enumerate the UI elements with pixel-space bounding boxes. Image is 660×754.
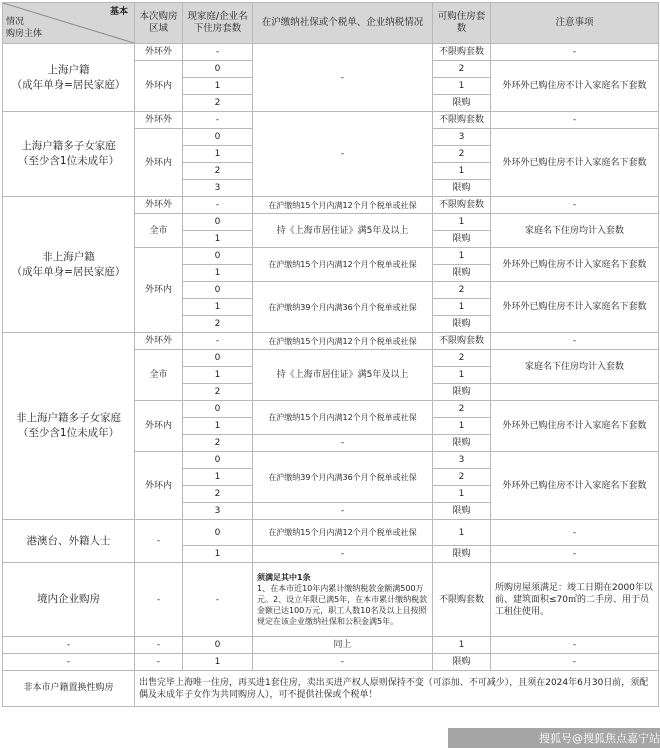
region-cell: -	[135, 654, 183, 671]
notes-cell	[491, 384, 659, 401]
count-cell: 0	[183, 452, 253, 469]
table-row	[3, 563, 659, 637]
tax-cell: 在沪缴纳39个月内满36个月个税单或社保	[253, 452, 433, 503]
tax-cell: -	[253, 503, 433, 520]
allowed-cell: 3	[433, 452, 491, 469]
header-tax: 在沪缴纳社保或个税单、企业纳税情况	[253, 3, 433, 44]
count-cell: -	[183, 563, 253, 637]
allowed-cell: 1	[433, 486, 491, 503]
allowed-cell: 1	[433, 163, 491, 180]
count-cell: 2	[183, 435, 253, 452]
region-cell: -	[135, 520, 183, 563]
allowed-cell: 1	[433, 367, 491, 384]
group-label: 非本市户籍置换性购房	[3, 671, 135, 707]
allowed-cell: 不限购套数	[433, 333, 491, 350]
notes-cell: -	[491, 520, 659, 546]
notes-cell: 外环外已购住房不计入家庭名下套数	[491, 248, 659, 282]
count-cell: 1	[183, 265, 253, 282]
allowed-cell: 限购	[433, 265, 491, 282]
tax-cell: 在沪缴纳15个月内满12个月个税单或社保	[253, 520, 433, 546]
table-row	[3, 671, 659, 707]
header-notes: 注意事项	[491, 3, 659, 44]
group-title: 非上海户籍	[42, 250, 95, 263]
count-cell: 2	[183, 163, 253, 180]
notes-cell: 外环外已购住房不计入家庭名下套数	[491, 282, 659, 333]
count-cell: 0	[183, 129, 253, 146]
region-cell: 外环外	[135, 112, 183, 129]
notes-cell: 家庭名下住房均计入套数	[491, 214, 659, 248]
allowed-cell: 限购	[433, 95, 491, 112]
count-cell: 0	[183, 214, 253, 231]
header-row	[3, 3, 659, 44]
region-cell: 外环外	[135, 44, 183, 61]
notes-cell: -	[491, 333, 659, 350]
count-cell: -	[183, 197, 253, 214]
count-cell: 0	[183, 520, 253, 546]
allowed-cell: 限购	[433, 231, 491, 248]
table-row	[3, 112, 659, 129]
notes-cell: -	[491, 637, 659, 654]
header-allowed: 可购住房套数	[433, 3, 491, 44]
allowed-cell: 1	[433, 637, 491, 654]
allowed-cell: 1	[433, 418, 491, 435]
allowed-cell: 2	[433, 146, 491, 163]
allowed-cell: 不限购套数	[433, 44, 491, 61]
region-cell: 外环内	[135, 61, 183, 112]
count-cell: 0	[183, 248, 253, 265]
watermark: 搜狐号@搜狐焦点嘉宁站	[448, 728, 660, 748]
tax-cell: 同上	[253, 637, 433, 654]
group-label	[3, 112, 135, 197]
table-row	[3, 520, 659, 546]
allowed-cell: 1	[433, 248, 491, 265]
region-cell: -	[135, 637, 183, 654]
allowed-cell: 2	[433, 350, 491, 367]
notes-cell: 所购房屋须满足：竣工日期在2000年以前、建筑面积≤70㎡的二手房、用于员工租住使用。	[491, 563, 659, 637]
allowed-cell: 1	[433, 214, 491, 231]
notes-cell: 外环外已购住房不计入家庭名下套数	[491, 129, 659, 197]
allowed-cell: 1	[433, 299, 491, 316]
enterprise-rule-title: 须满足其中1条	[257, 573, 311, 582]
group-title: 上海户籍多子女家庭	[21, 140, 116, 152]
group-label	[3, 333, 135, 520]
region-cell: 外环内	[135, 129, 183, 197]
header-corner	[3, 3, 135, 44]
allowed-cell: 1	[433, 520, 491, 546]
tax-cell: 持《上海市居住证》满5年及以上	[253, 350, 433, 401]
count-cell: 1	[183, 78, 253, 95]
allowed-cell: 2	[433, 401, 491, 418]
count-cell: 1	[183, 469, 253, 486]
group-subtitle: （至少含1位未成年）	[17, 155, 120, 167]
table-row	[3, 44, 659, 61]
allowed-cell: 限购	[433, 316, 491, 333]
allowed-cell: 限购	[433, 180, 491, 197]
tax-cell: 在沪缴纳15个月内满12个月个税单或社保	[253, 248, 433, 282]
tax-cell: -	[253, 546, 433, 563]
group-label	[3, 44, 135, 112]
region-cell: 全市	[135, 214, 183, 248]
allowed-cell: 2	[433, 61, 491, 78]
count-cell: 0	[183, 61, 253, 78]
count-cell: 0	[183, 282, 253, 299]
table-row	[3, 197, 659, 214]
tax-cell: -	[253, 44, 433, 112]
allowed-cell: 限购	[433, 503, 491, 520]
tax-cell: -	[253, 435, 433, 452]
group-title: 非上海户籍多子女家庭	[16, 412, 121, 424]
allowed-cell: 3	[433, 129, 491, 146]
header-region: 本次购房区域	[135, 3, 183, 44]
count-cell: 1	[183, 654, 253, 671]
group-label: 境内企业购房	[3, 563, 135, 637]
allowed-cell: 2	[433, 469, 491, 486]
count-cell: 1	[183, 146, 253, 163]
region-cell: 外环内	[135, 401, 183, 452]
tax-cell	[253, 563, 433, 637]
enterprise-rule-body: 1、在本市近10年内累计缴纳税款金额满500万元。2、设立年限已满5年，在本市累计缴纳税款金额已达100万元，职工人数10名及以上且按照规定在该企业缴纳社保和公积金满5年。	[257, 584, 428, 626]
tax-cell: -	[253, 112, 433, 197]
group-title: 上海户籍	[47, 63, 90, 76]
tax-cell: 在沪缴纳15个月内满12个月个税单或社保	[253, 401, 433, 435]
allowed-cell: 限购	[433, 546, 491, 563]
count-cell: 1	[183, 231, 253, 248]
group-subtitle: （成年单身=居民家庭）	[11, 78, 126, 91]
allowed-cell: 1	[433, 78, 491, 95]
notes-cell: 外环外已购住房不计入家庭名下套数	[491, 401, 659, 452]
count-cell: 1	[183, 367, 253, 384]
table-row	[3, 333, 659, 350]
notes-cell: -	[491, 654, 659, 671]
notes-cell: -	[491, 44, 659, 61]
count-cell: 2	[183, 384, 253, 401]
tax-cell: 在沪缴纳39个月内满36个月个税单或社保	[253, 282, 433, 333]
group-subtitle: （成年单身=居民家庭）	[11, 265, 126, 278]
header-count: 现家庭/企业名下住房套数	[183, 3, 253, 44]
count-cell: 1	[183, 299, 253, 316]
count-cell: -	[183, 333, 253, 350]
count-cell: 0	[183, 401, 253, 418]
count-cell: 2	[183, 316, 253, 333]
purchase-policy-table	[2, 2, 659, 707]
footer-text: 出售完毕上海唯一住房，再买进1套住房，卖出买进产权人原则保持不变（可添加、不可减少），且须在2024年6月30日前，须配偶及未成年子女作为共同购房人），可不提供社保或个税单！	[135, 671, 659, 707]
allowed-cell: 不限购套数	[433, 563, 491, 637]
region-cell: 全市	[135, 350, 183, 401]
count-cell: 0	[183, 637, 253, 654]
count-cell: 1	[183, 418, 253, 435]
allowed-cell: 2	[433, 282, 491, 299]
region-cell: -	[135, 563, 183, 637]
corner-top-label: 基本	[109, 7, 128, 17]
region-cell: 外环外	[135, 197, 183, 214]
count-cell: -	[183, 44, 253, 61]
allowed-cell: 限购	[433, 384, 491, 401]
tax-cell: 持《上海市居住证》满5年及以上	[253, 214, 433, 248]
notes-cell: -	[491, 197, 659, 214]
count-cell: 3	[183, 180, 253, 197]
table-row	[3, 654, 659, 671]
count-cell: 3	[183, 503, 253, 520]
table-row	[3, 637, 659, 654]
count-cell: 0	[183, 350, 253, 367]
group-label: -	[3, 637, 135, 654]
count-cell: 1	[183, 546, 253, 563]
allowed-cell: 限购	[433, 654, 491, 671]
allowed-cell: 限购	[433, 435, 491, 452]
count-cell: -	[183, 112, 253, 129]
corner-bottom-label-2: 购房主体	[6, 29, 43, 39]
tax-cell: 在沪缴纳15个月内满12个月个税单或社保	[253, 333, 433, 350]
group-subtitle: （至少含1位未成年）	[17, 427, 120, 439]
allowed-cell: 不限购套数	[433, 112, 491, 129]
notes-cell: 外环外已购住房不计入家庭名下套数	[491, 452, 659, 520]
region-cell: 外环内	[135, 248, 183, 333]
allowed-cell: 不限购套数	[433, 197, 491, 214]
count-cell: 2	[183, 95, 253, 112]
group-label: -	[3, 654, 135, 671]
tax-cell: -	[253, 654, 433, 671]
notes-cell: 家庭名下住房均计入套数	[491, 350, 659, 384]
group-label: 港澳台、外籍人士	[3, 520, 135, 563]
notes-cell: -	[491, 546, 659, 563]
count-cell: 2	[183, 486, 253, 503]
region-cell: 外环内	[135, 452, 183, 520]
group-label	[3, 197, 135, 333]
corner-bottom-label-1: 情况	[6, 17, 25, 27]
notes-cell: 外环外已购住房不计入家庭名下套数	[491, 61, 659, 112]
notes-cell: -	[491, 112, 659, 129]
region-cell: 外环外	[135, 333, 183, 350]
tax-cell: 在沪缴纳15个月内满12个月个税单或社保	[253, 197, 433, 214]
